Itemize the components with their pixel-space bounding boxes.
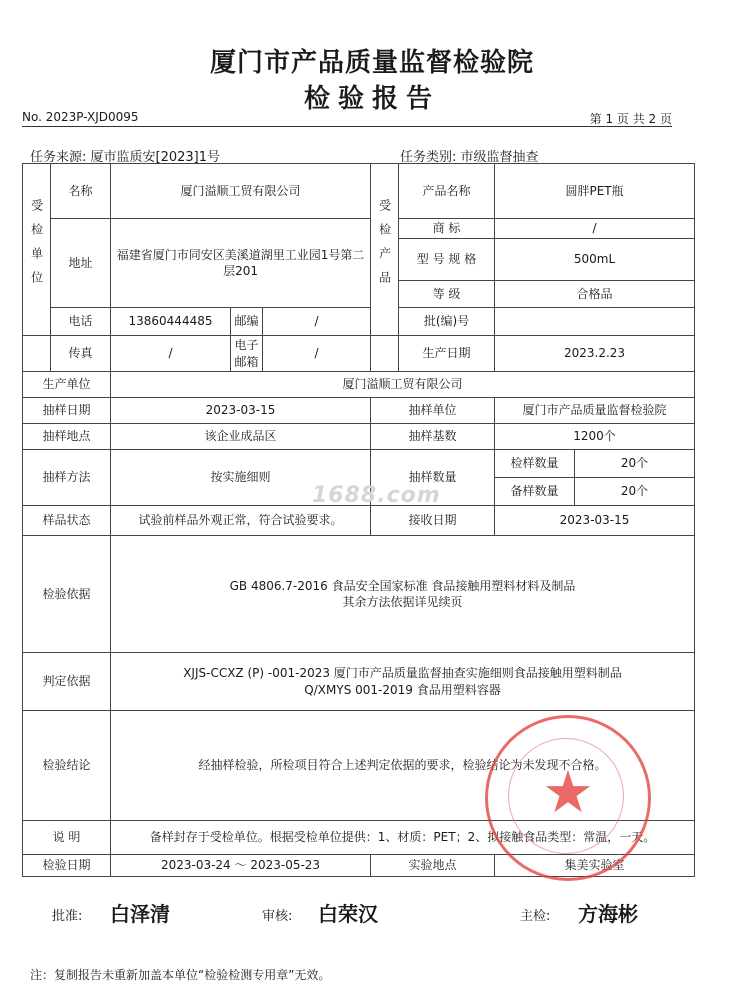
report-number: No. 2023P-XJD0095 bbox=[22, 110, 139, 124]
backup-qty-label: 备样数量 bbox=[495, 478, 575, 506]
unit-name: 厦门溢顺工贸有限公司 bbox=[111, 164, 371, 219]
remark-text: 备样封存于受检单位。根据受检单位提供：1、材质：PET；2、拟接触食品类型：常温，一天。 bbox=[111, 821, 695, 855]
basis-label: 检验依据 bbox=[23, 536, 111, 653]
brand-label: 商 标 bbox=[399, 219, 495, 239]
star-icon: ★ bbox=[542, 758, 594, 826]
conclusion-text: 经抽样检验，所检项目符合上述判定依据的要求，检验结论为未发现不合格。 bbox=[111, 711, 695, 821]
conclusion-label: 检验结论 bbox=[23, 711, 111, 821]
unit-address-label: 地址 bbox=[51, 219, 111, 308]
producer: 厦门溢顺工贸有限公司 bbox=[111, 372, 695, 398]
sampling-method-label: 抽样方法 bbox=[23, 450, 111, 506]
footer-note: 注：复制报告未重新加盖本单位“检验检测专用章”无效。 bbox=[30, 968, 331, 982]
approve-label: 批准: bbox=[52, 909, 83, 924]
task-type-value: 市级监督抽查 bbox=[460, 150, 539, 165]
fax: / bbox=[111, 336, 231, 372]
report-title: 检验报告 bbox=[303, 84, 440, 114]
postcode-label: 邮编 bbox=[231, 308, 263, 336]
sampling-date: 2023-03-15 bbox=[111, 398, 371, 424]
model: 500mL bbox=[495, 239, 695, 281]
main-label: 主检: bbox=[520, 909, 551, 924]
test-qty: 20个 bbox=[575, 450, 695, 478]
main-signature: 方海彬 bbox=[578, 902, 638, 926]
product-name: 圆胖PET瓶 bbox=[495, 164, 695, 219]
sampling-base: 1200个 bbox=[495, 424, 695, 450]
page-info: 第 1 页 共 2 页 bbox=[589, 112, 672, 126]
header-divider bbox=[22, 126, 672, 127]
judgement-text: XJJS-CCXZ (P) -001-2023 厦门市产品质量监督抽查实施细则食品接触用塑料制品 Q/XMYS 001-2019 食品用塑料容器 bbox=[111, 653, 695, 711]
basis-text: GB 4806.7-2016 食品安全国家标准 食品接触用塑料材料及制品 其余方法依据详见续页 bbox=[111, 536, 695, 653]
unit-name-label: 名称 bbox=[51, 164, 111, 219]
institute-title: 厦门市产品质量监督检验院 bbox=[209, 48, 534, 78]
grade: 合格品 bbox=[495, 281, 695, 308]
grade-label: 等 级 bbox=[399, 281, 495, 308]
test-qty-label: 检样数量 bbox=[495, 450, 575, 478]
approve-signature: 白泽清 bbox=[110, 902, 170, 926]
prod-date: 2023.2.23 bbox=[495, 336, 695, 372]
unit-address: 福建省厦门市同安区美溪道湖里工业园1号第二层201 bbox=[111, 219, 371, 308]
remark-label: 说 明 bbox=[23, 821, 111, 855]
task-source: 任务来源: 厦市监质安[2023]1号 bbox=[30, 150, 221, 165]
prod-date-label: 生产日期 bbox=[399, 336, 495, 372]
phone-label: 电话 bbox=[51, 308, 111, 336]
watermark: 1688.com bbox=[312, 483, 441, 508]
postcode: / bbox=[263, 308, 371, 336]
sample-state-label: 样品状态 bbox=[23, 506, 111, 536]
sampling-place: 该企业成品区 bbox=[111, 424, 371, 450]
inspection-place: 集美实验室 bbox=[495, 855, 695, 877]
sampling-date-label: 抽样日期 bbox=[23, 398, 111, 424]
review-signature: 白荣汉 bbox=[318, 902, 378, 926]
sampling-method: 按实施细则 bbox=[111, 450, 371, 506]
product-name-label: 产品名称 bbox=[399, 164, 495, 219]
task-type: 任务类别: 市级监督抽查 bbox=[400, 150, 539, 165]
sampling-place-label: 抽样地点 bbox=[23, 424, 111, 450]
spacer bbox=[23, 336, 51, 372]
inspected-product-label: 受检产品 bbox=[371, 164, 399, 336]
spacer bbox=[371, 336, 399, 372]
sampling-base-label: 抽样基数 bbox=[371, 424, 495, 450]
receive-date: 2023-03-15 bbox=[495, 506, 695, 536]
brand: / bbox=[495, 219, 695, 239]
review-label: 审核: bbox=[262, 909, 293, 924]
sampling-qty-label: 抽样数量 bbox=[371, 450, 495, 506]
sampling-unit-label: 抽样单位 bbox=[371, 398, 495, 424]
email-label: 电子邮箱 bbox=[231, 336, 263, 372]
receive-date-label: 接收日期 bbox=[371, 506, 495, 536]
inspection-date: 2023-03-24 ～ 2023-05-23 bbox=[111, 855, 371, 877]
official-seal bbox=[485, 715, 651, 881]
judgement-label: 判定依据 bbox=[23, 653, 111, 711]
inspection-place-label: 实验地点 bbox=[371, 855, 495, 877]
backup-qty: 20个 bbox=[575, 478, 695, 506]
phone: 13860444485 bbox=[111, 308, 231, 336]
report-header-line bbox=[22, 110, 672, 126]
batch bbox=[495, 308, 695, 336]
model-label: 型 号 规 格 bbox=[399, 239, 495, 281]
inspected-unit-label: 受检单位 bbox=[23, 164, 51, 336]
task-source-value: 厦市监质安[2023]1号 bbox=[90, 150, 221, 165]
sample-state: 试验前样品外观正常，符合试验要求。 bbox=[111, 506, 371, 536]
producer-label: 生产单位 bbox=[23, 372, 111, 398]
inspection-date-label: 检验日期 bbox=[23, 855, 111, 877]
batch-label: 批(编)号 bbox=[399, 308, 495, 336]
sampling-unit: 厦门市产品质量监督检验院 bbox=[495, 398, 695, 424]
fax-label: 传真 bbox=[51, 336, 111, 372]
email: / bbox=[263, 336, 371, 372]
